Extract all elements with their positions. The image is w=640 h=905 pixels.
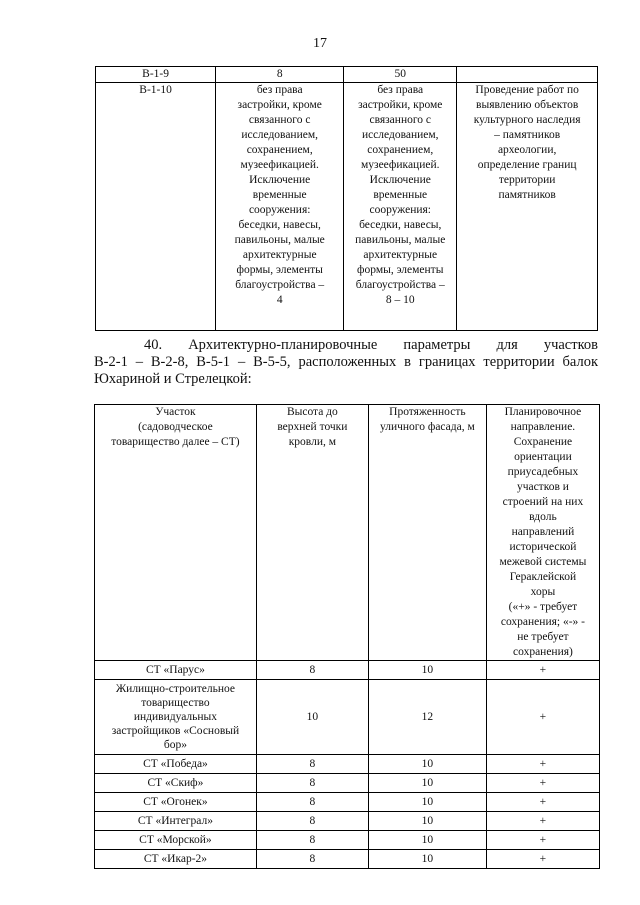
table-cell-height: 8 [256,850,368,869]
table-cell-height: 8 [256,793,368,812]
section-40-paragraph [94,337,598,388]
table-row [95,755,600,774]
table-cell-name: СТ «Парус» [95,661,257,680]
table-cell-name: СТ «Скиф» [95,774,257,793]
allotments-table [94,404,600,869]
table-cell-direction: + [486,793,599,812]
table-cell-direction: + [486,831,599,850]
table-cell: В-1-10 [96,83,216,331]
table-cell-facade: 10 [368,774,486,793]
table-cell: В-1-9 [96,67,216,83]
table-row [96,83,598,331]
table-body [95,661,600,869]
table-cell-direction: + [486,774,599,793]
table-cell-name: СТ «Интеграл» [95,812,257,831]
column-header-plot: Участок (садоводческое товарищество далее – СТ) [95,405,257,661]
table-cell-name: Жилищно-строительное товарищество индивидуальных застройщиков «Сосновый бор» [95,680,257,755]
table-cell [457,67,598,83]
table-cell-name: СТ «Победа» [95,755,257,774]
column-header-facade: Протяженность уличного фасада, м [368,405,486,661]
table-cell-direction: + [486,680,599,755]
table-row [96,67,598,83]
table-cell-name: СТ «Огонек» [95,793,257,812]
table-cell-height: 10 [256,680,368,755]
table-cell-name: СТ «Морской» [95,831,257,850]
parameters-table-continued [95,66,598,331]
column-header-direction: Планировочное направление. Сохранение ориентации приусадебных участков и строений на них вдоль направлений исторической межевой системы Гераклейской хоры («+» - требует сохранения; «-» - не требует сохранения) [486,405,599,661]
table-cell: Проведение работ по выявлению объектов культурного наследия – памятников археологии, определение границ территории памятников [457,83,598,331]
table-row [95,774,600,793]
table-cell-direction: + [486,850,599,869]
paragraph-number: 40. [144,337,163,353]
table-header-row [95,405,600,661]
table-cell: 8 [216,67,344,83]
table-cell-height: 8 [256,774,368,793]
table-cell-direction: + [486,812,599,831]
table-row [95,812,600,831]
table-cell-height: 8 [256,831,368,850]
table-cell-facade: 10 [368,755,486,774]
table-cell-height: 8 [256,661,368,680]
table-cell-name: СТ «Икар-2» [95,850,257,869]
paragraph-word: Архитектурно-планировочные [188,337,378,353]
table-row [95,831,600,850]
table-cell-facade: 10 [368,850,486,869]
paragraph-word: для [496,337,518,353]
column-header-height: Высота до верхней точки кровли, м [256,405,368,661]
table-cell: без права застройки, кроме связанного с исследованием, сохранением, музеефикацией. Исключение временные сооружения: беседки, навесы, павильоны, малые архитектурные формы, элементы благоустройства – 8 – 10 [344,83,457,331]
table-cell: без права застройки, кроме связанного с исследованием, сохранением, музеефикацией. Исключение временные сооружения: беседки, навесы, павильоны, малые архитектурные формы, элементы благоустройства – 4 [216,83,344,331]
paragraph-word: параметры [403,337,471,353]
table-cell-facade: 10 [368,812,486,831]
table-cell-height: 8 [256,755,368,774]
paragraph-word: участков [543,337,598,353]
table-row [95,680,600,755]
table-row [95,850,600,869]
table-cell-facade: 12 [368,680,486,755]
paragraph-first-line [144,337,598,354]
page-number: 17 [313,36,327,51]
table-cell-facade: 10 [368,831,486,850]
table-cell-height: 8 [256,812,368,831]
table-cell-direction: + [486,661,599,680]
table-cell-direction: + [486,755,599,774]
table-cell: 50 [344,67,457,83]
table-row [95,661,600,680]
table-row [95,793,600,812]
table-cell-facade: 10 [368,793,486,812]
table-cell-facade: 10 [368,661,486,680]
paragraph-body: В-2-1 – В-2-8, В-5-1 – В-5-5, расположенных в границах территории балок Юхариной и Стрелецкой: [94,354,598,387]
